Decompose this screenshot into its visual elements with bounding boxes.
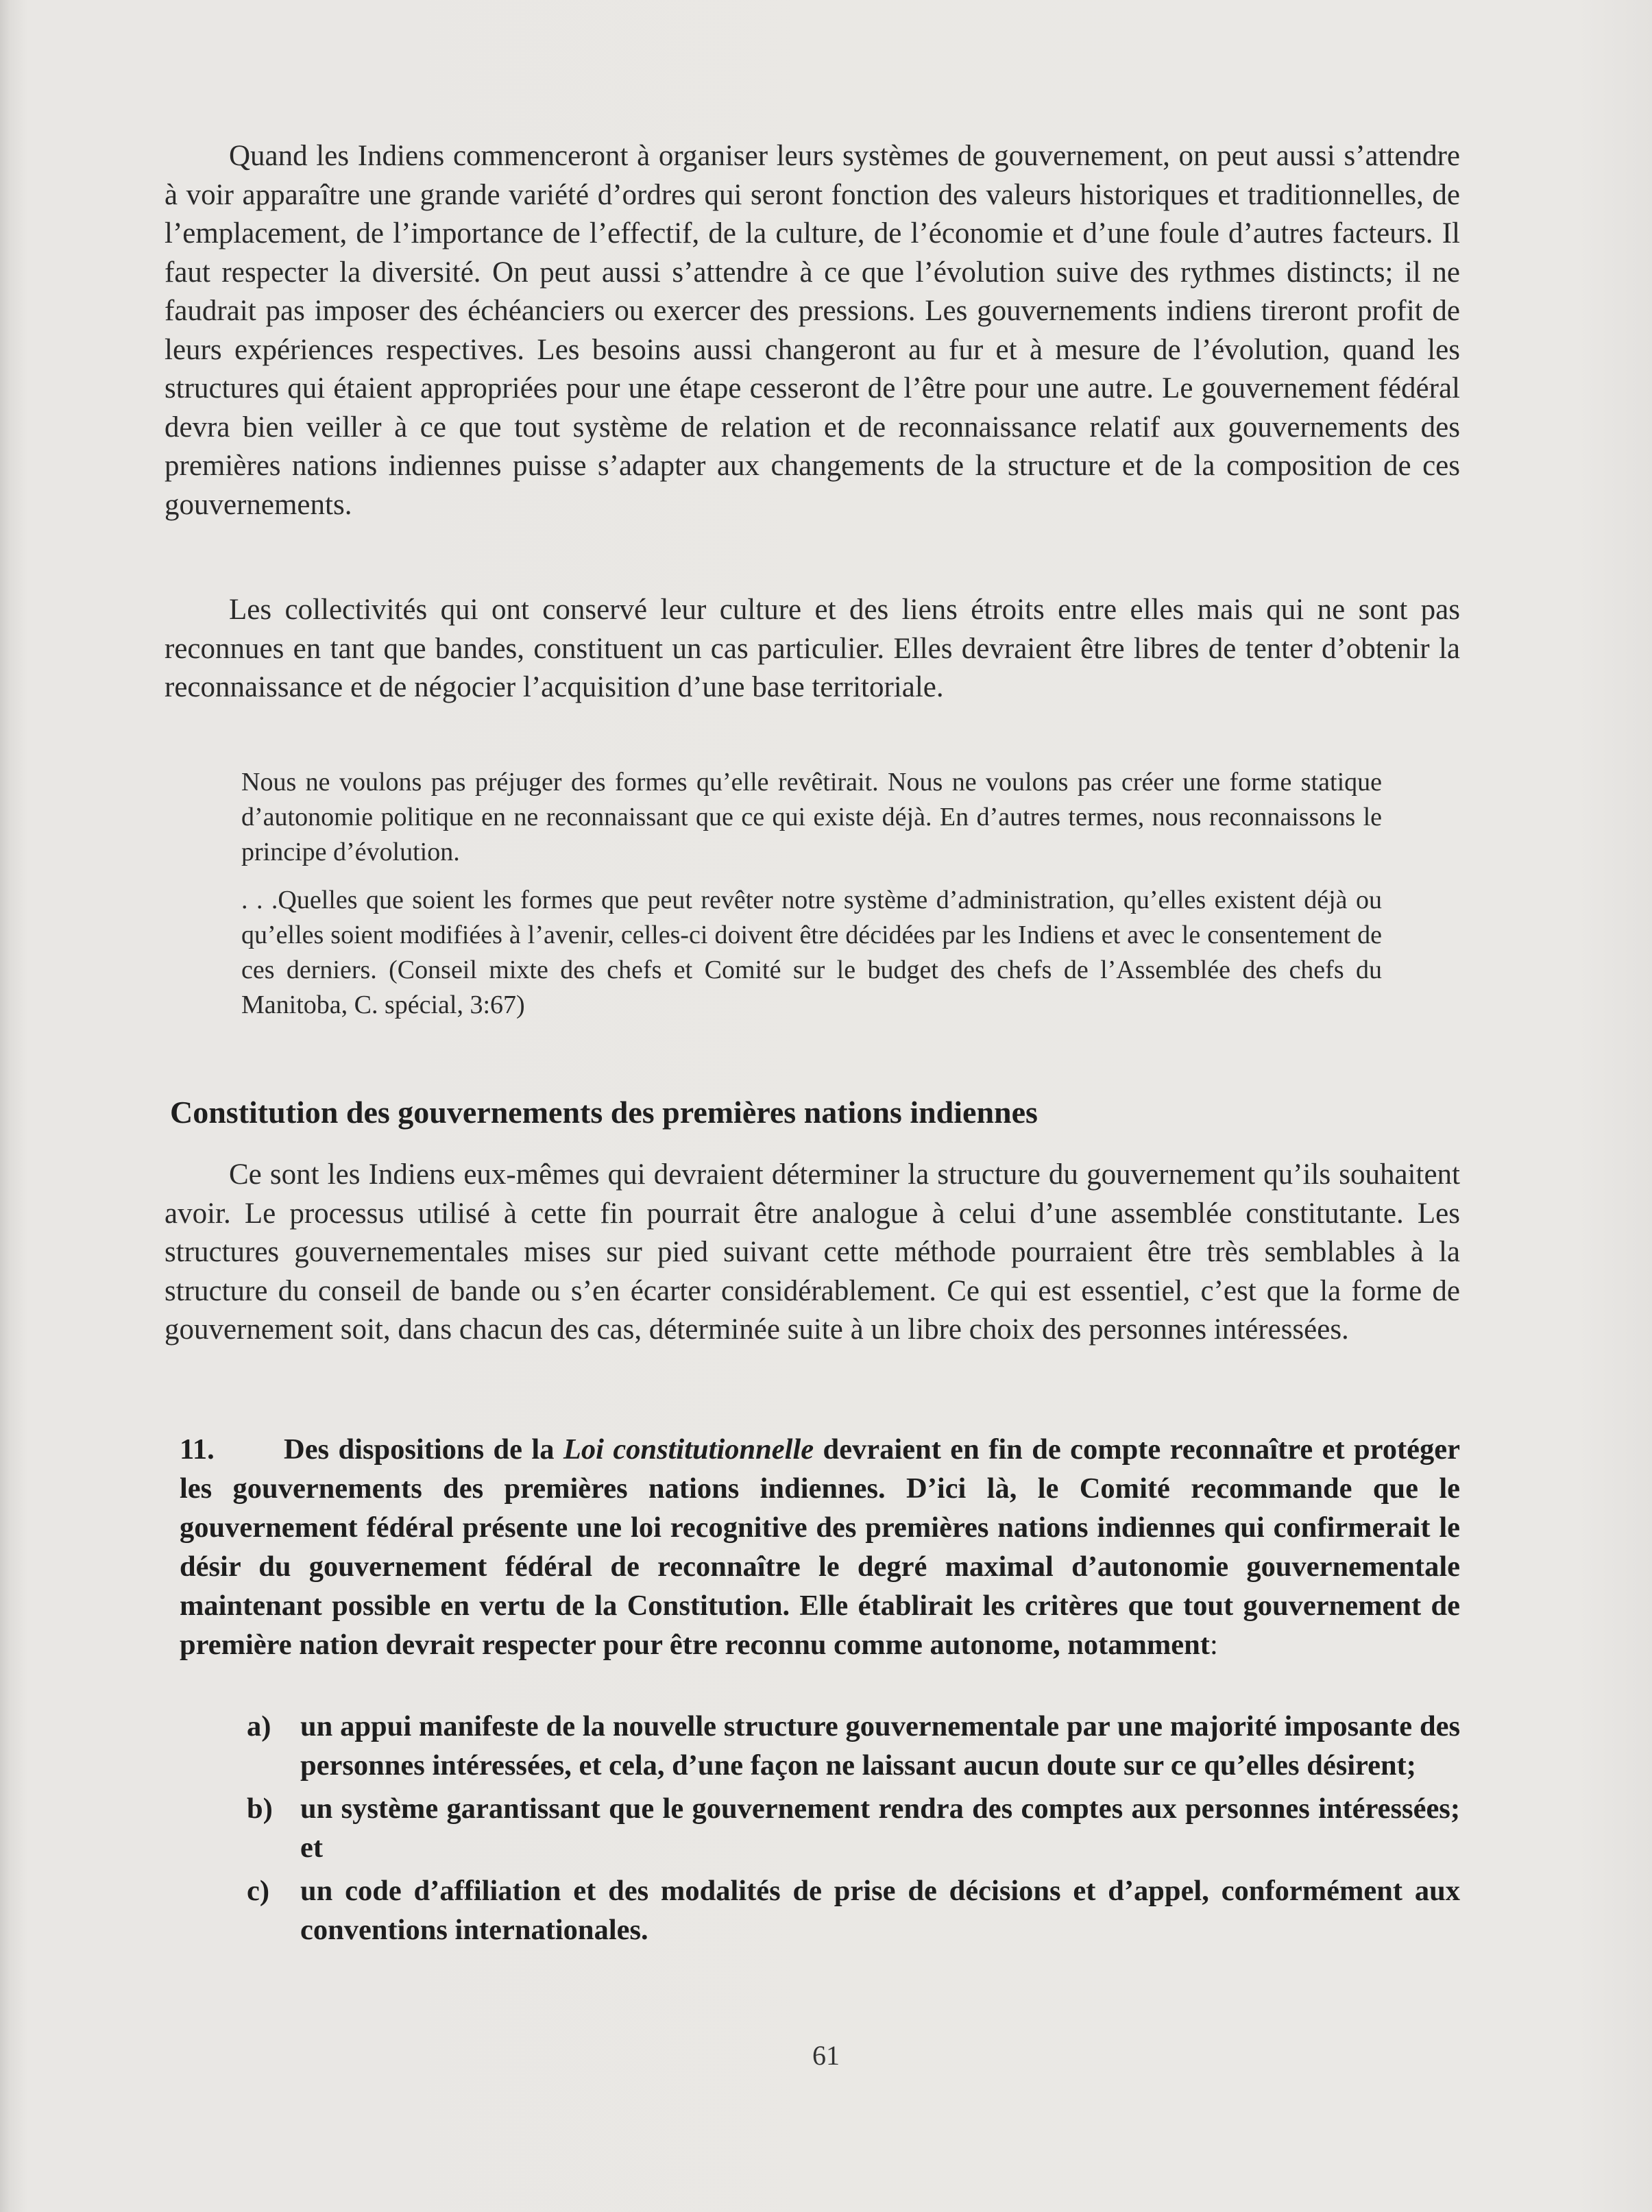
recommendation-number: 11. [180, 1433, 215, 1466]
list-item [247, 1789, 1460, 1867]
list-item-letter: b) [247, 1792, 273, 1825]
list-item-text: un code d’affiliation et des modalités de prise de décisions et d’appel, conformément aux conventions internationales. [300, 1875, 1460, 1946]
recommendation-11 [180, 1430, 1460, 1664]
paragraph-text: Quand les Indiens commenceront à organiser leurs systèmes de gouvernement, on peut aussi s’attendre à voir apparaître une grande variété d’ordres qui seront fonction des valeurs historiques et traditionnelles, de l’emplacement, de l’importance de l’effectif, de la culture, de l’économie et d’une foule d’autres facteurs. Il faut respecter la diversité. On peut aussi s’attendre à ce que l’évolution suive des rythmes distincts; il ne faudrait pas imposer des échéanciers ou exercer des pressions. Les gouvernements indiens tireront profit de leurs expériences respectives. Les besoins aussi changeront au fur et à mesure de l’évolution, quand les structures qui étaient appropriées pour une étape cesseront de l’être pour une autre. Le gouvernement fédéral devra bien veiller à ce que tout système de relation et de reconnaissance relatif aux gouvernements des premières nations indiennes puisse s’adapter aux changements de la structure et de la composition de ces gouvernements. [165, 140, 1460, 521]
law-title: Loi constitutionnelle [563, 1433, 814, 1466]
block-quote-2 [241, 883, 1382, 1023]
recommendation-text [180, 1430, 1460, 1664]
list-item-text: un système garantissant que le gouvernement rendra des comptes aux personnes intéressées; et [300, 1792, 1460, 1864]
paragraph-text: Ce sont les Indiens eux-mêmes qui devraient déterminer la structure du gouvernement qu’ils souhaitent avoir. Le processus utilisé à cette fin pourrait être analogue à celui d’une assemblée constitutante. Les structures gouvernementales mises sur pied suivant cette méthode pourraient être très semblables à la structure du conseil de bande ou s’en écarter considérablement. Ce qui est essentiel, c’est que la forme de gouvernement soit, dans chacun des cas, déterminée suite à un libre choix des personnes intéressées. [165, 1158, 1460, 1346]
recommendation-lead: Des dispositions de la [284, 1433, 563, 1466]
paragraph-text: Les collectivités qui ont conservé leur culture et des liens étroits entre elles mais qui ne sont pas reconnues en tant que bandes, constituent un cas particulier. Elles devraient être libres de tenter d’obtenir la reconnaissance et de négocier l’acquisition d’une base territoriale. [165, 594, 1460, 703]
recommendation-colon: : [1209, 1629, 1218, 1661]
body-paragraph-2 [165, 591, 1460, 707]
quote-text: . . .Quelles que soient les formes que peut revêter notre système d’administration, qu’elles existent déjà ou qu’elles soient modifiées à l’avenir, celles-ci doivent être décidées par les Indiens et avec le consentement de ces derniers. (Conseil mixte des chefs et Comité sur le budget des chefs de l’Assemblée des chefs du Manitoba, C. spécial, 3:67) [241, 886, 1382, 1019]
list-item-letter: a) [247, 1710, 271, 1742]
list-item [247, 1871, 1460, 1949]
block-quote-1 [241, 765, 1382, 870]
criteria-list [247, 1707, 1460, 1954]
list-item-text: un appui manifeste de la nouvelle structure gouvernementale par une majorité imposante des personnes intéressées, et cela, d’une façon ne laissant aucun doute sur ce qu’elles désirent; [300, 1710, 1460, 1782]
list-item [247, 1707, 1460, 1785]
page-number: 61 [812, 2040, 840, 2071]
section-heading: Constitution des gouvernements des premières nations indiennes [170, 1095, 1038, 1130]
list-item-letter: c) [247, 1875, 270, 1907]
body-paragraph-3 [165, 1156, 1460, 1350]
body-paragraph-1 [165, 137, 1460, 524]
recommendation-body: devraient en fin de compte reconnaître et protéger les gouvernements des premières nations indiennes. D’ici là, le Comité recommande que le gouvernement fédéral présente une loi recognitive des premières nations indiennes qui confirmerait le désir du gouvernement fédéral de reconnaître le degré maximal d’autonomie gouvernementale maintenant possible en vertu de la Constitution. Elle établirait les critères que tout gouvernement de première nation devrait respecter pour être reconnu comme autonome, notamment [180, 1433, 1460, 1661]
quote-text: Nous ne voulons pas préjuger des formes qu’elle revêtirait. Nous ne voulons pas créer une forme statique d’autonomie politique en ne reconnaissant que ce qui existe déjà. En d’autres termes, nous reconnaissons le principe d’évolution. [241, 768, 1382, 866]
